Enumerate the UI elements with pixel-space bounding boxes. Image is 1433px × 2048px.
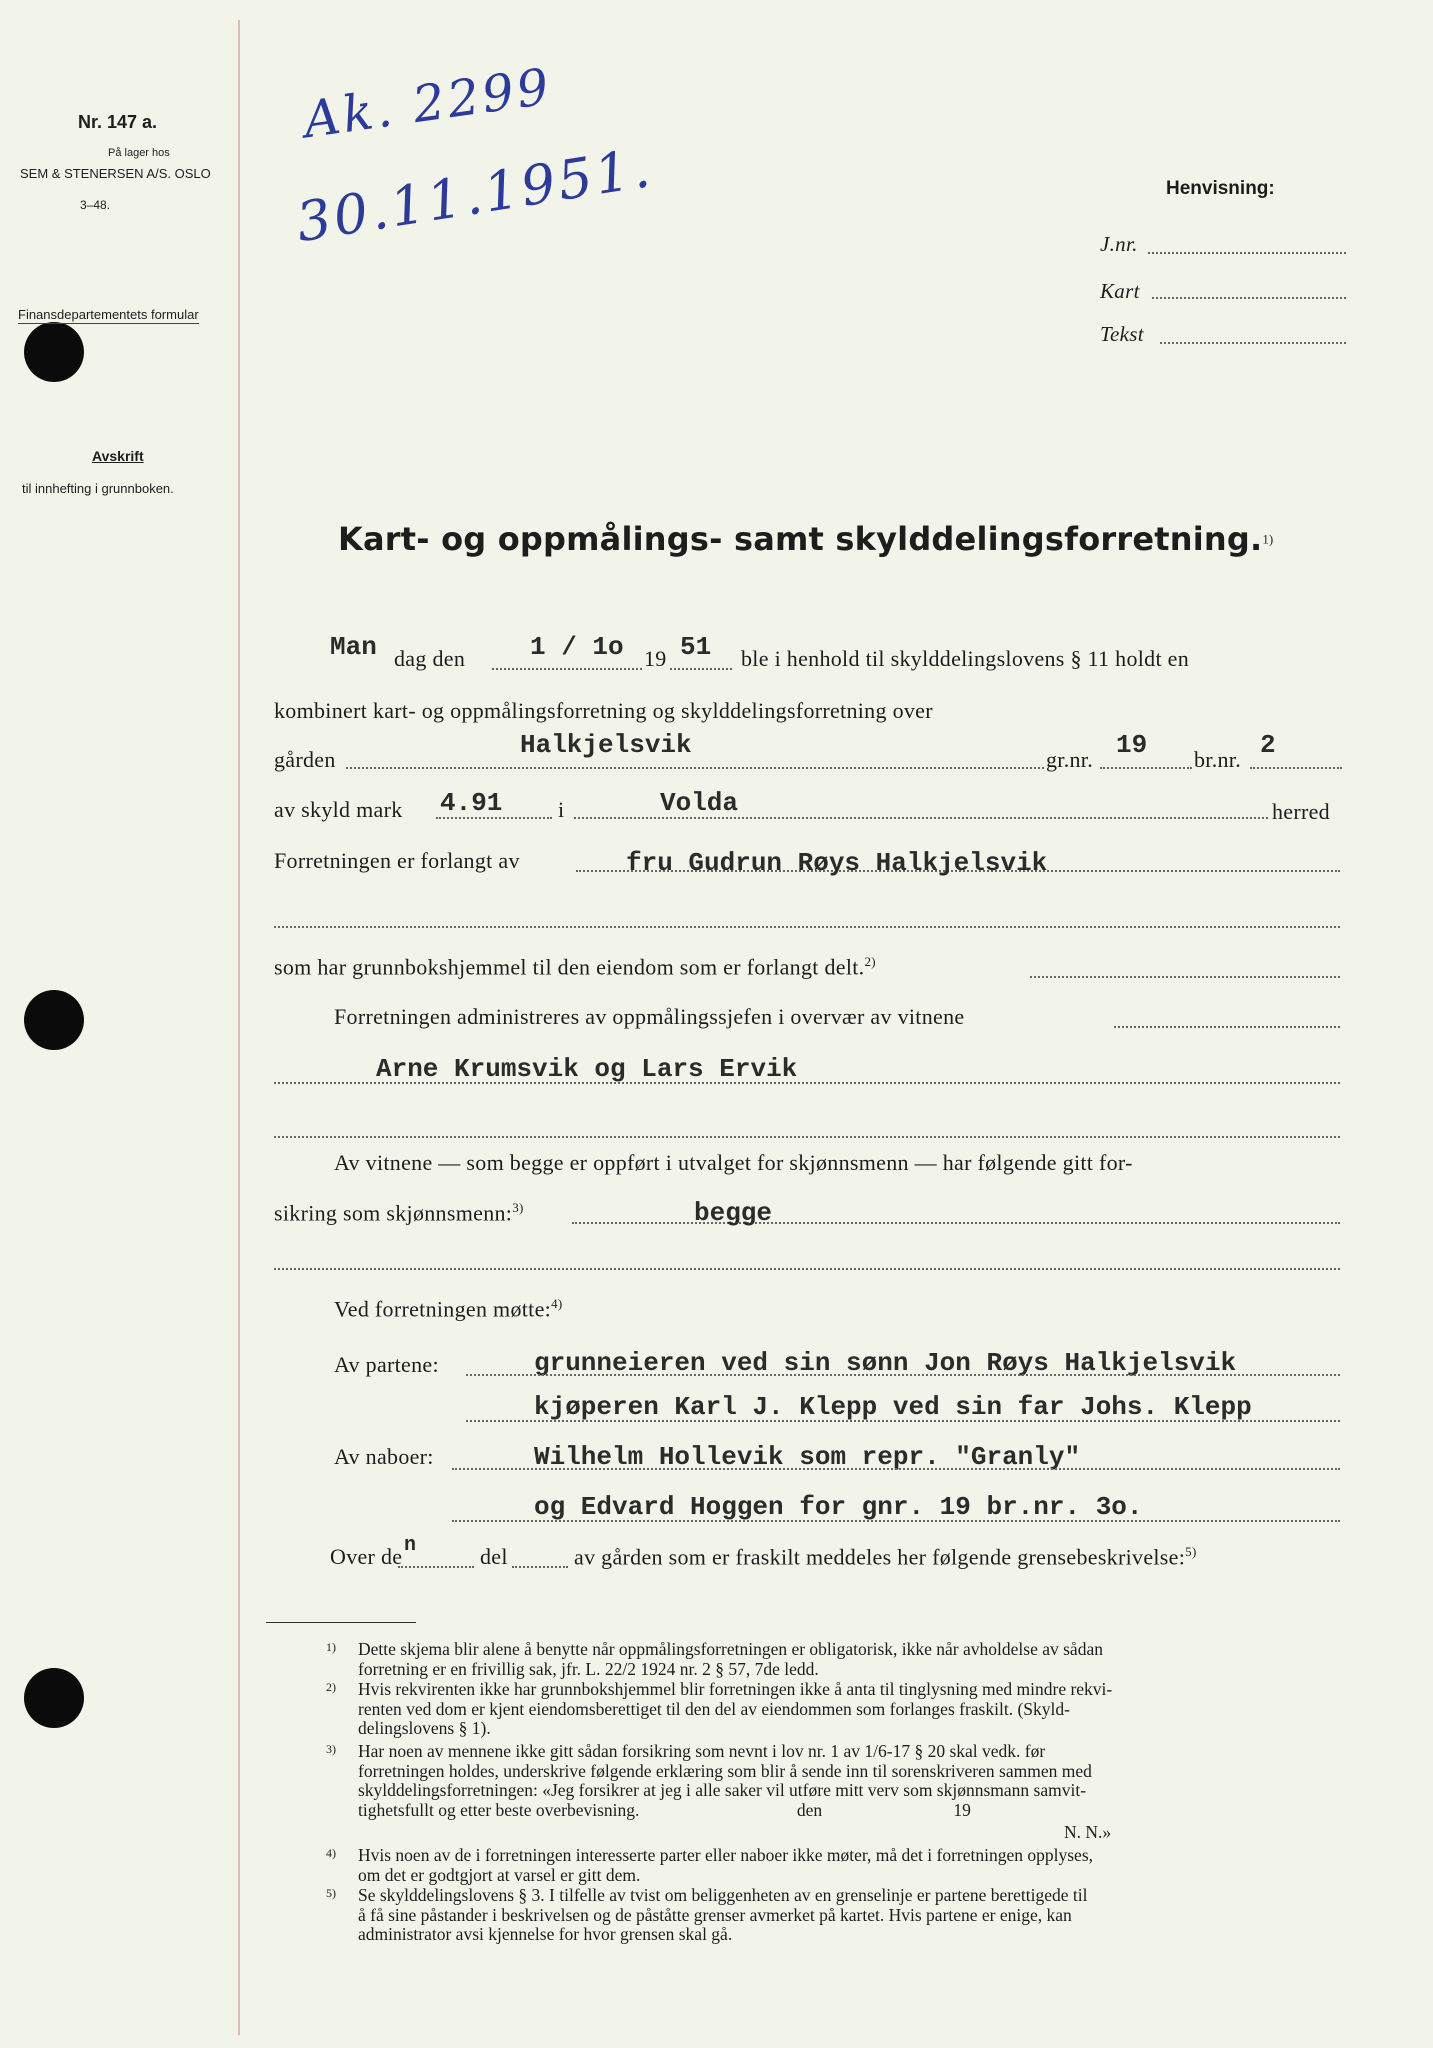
vitner-line bbox=[274, 1082, 1340, 1084]
hjemmel-dots bbox=[1030, 976, 1340, 978]
year-line bbox=[670, 668, 732, 670]
title-note: 1) bbox=[1262, 531, 1274, 547]
motte-line bbox=[334, 1296, 563, 1322]
punch-hole bbox=[24, 990, 84, 1050]
footnote-4 bbox=[326, 1846, 1093, 1885]
year-prefix: 19 bbox=[644, 646, 667, 671]
partene-line-1 bbox=[466, 1374, 1340, 1376]
kart-label: Kart bbox=[1100, 279, 1140, 303]
date-value: 1 / 1o bbox=[530, 632, 624, 662]
partene-line2: kjøperen Karl J. Klepp ved sin far Johs. Klepp bbox=[534, 1392, 1252, 1422]
vitne-line2-wrap bbox=[274, 1200, 524, 1226]
partene-line1: grunneieren ved sin sønn Jon Røys Halkjelsvik bbox=[534, 1348, 1237, 1378]
weekday-value: Man bbox=[330, 632, 377, 662]
over-n: n bbox=[404, 1534, 417, 1557]
naboer-label: Av naboer: bbox=[334, 1444, 434, 1469]
ministry-form: Finansdepartementets formular bbox=[18, 307, 199, 322]
footnote-line: å få sine påstander i beskrivelsen og de påståtte grenser avmerket på kartet. Hvis partene er enige, kan bbox=[358, 1904, 1072, 1925]
document-title bbox=[338, 520, 1273, 558]
forlangt-value: fru Gudrun Røys Halkjelsvik bbox=[626, 848, 1048, 878]
form-number: Nr. 147 a. bbox=[78, 112, 158, 132]
footnote-line: Se skylddelingslovens § 3. I tilfelle av tvist om beliggenheten av en grenselinje er partene berettigede til bbox=[358, 1885, 1088, 1905]
skyld-label: av skyld mark bbox=[274, 797, 403, 822]
tekst-field[interactable] bbox=[1160, 342, 1346, 344]
hjemmel-line bbox=[274, 954, 876, 980]
footnote-line: om det er godtgjort at varsel er gitt dem. bbox=[358, 1864, 641, 1885]
over-rest: av gården som er fraskilt meddeles her følgende grensebeskrivelse: bbox=[574, 1544, 1186, 1570]
vitner-value: Arne Krumsvik og Lars Ervik bbox=[376, 1054, 798, 1084]
partene-line-2 bbox=[466, 1420, 1340, 1422]
blank-line-2 bbox=[274, 1136, 1340, 1138]
footnote-line: skylddelingsforretningen: «Jeg forsikrer at jeg i alle saker vil utføre mitt verv som skjønnsmann samvit- bbox=[358, 1780, 1087, 1800]
handwritten-reference: Ak. 2299 bbox=[300, 57, 556, 150]
forsikring-line bbox=[572, 1222, 1340, 1224]
form-date: 3–48. bbox=[80, 198, 111, 212]
garden-line bbox=[346, 767, 1044, 769]
naboer-line2: og Edvard Hoggen for gnr. 19 br.nr. 3o. bbox=[534, 1492, 1143, 1522]
punch-hole bbox=[24, 1668, 84, 1728]
line1-rest: ble i henhold til skylddelingslovens § 11 holdt en bbox=[741, 646, 1190, 671]
publisher-line2: SEM & STENERSEN A/S. OSLO bbox=[20, 166, 211, 181]
footnote-number: 2) bbox=[326, 1680, 336, 1694]
footnote-number: 5) bbox=[326, 1886, 336, 1900]
dag-den-label: dag den bbox=[394, 646, 466, 671]
margin-line bbox=[238, 20, 240, 2035]
reference-heading: Henvisning: bbox=[1166, 178, 1275, 199]
footnote-line: delingslovens § 1). bbox=[358, 1718, 491, 1738]
admin-text: Forretningen administreres av oppmålingssjefen i overvær av vitnene bbox=[334, 1004, 965, 1029]
footnote-signature: N. N.» bbox=[1064, 1822, 1112, 1842]
brnr-label: br.nr. bbox=[1194, 747, 1242, 772]
vitne-note: 3) bbox=[512, 1200, 524, 1215]
footnote-line: Har noen av mennene ikke gitt sådan forsikring som nevnt i lov nr. 1 av 1/6-17 § 20 skal vedk. før bbox=[358, 1741, 1046, 1761]
publisher-line1: På lager hos bbox=[108, 147, 170, 159]
handwritten-date: 30.11.1951. bbox=[292, 135, 657, 255]
footnote-separator bbox=[266, 1622, 416, 1623]
admin-dots bbox=[1114, 1026, 1340, 1028]
footnote-number: 4) bbox=[326, 1846, 336, 1860]
vitne-line1: Av vitnene — som begge er oppført i utvalget for skjønnsmenn — har følgende gitt for- bbox=[334, 1150, 1133, 1175]
footnote-1 bbox=[326, 1640, 1103, 1679]
garden-value: Halkjelsvik bbox=[520, 730, 692, 760]
footnote-line: administrator avsi kjennelse for hvor grensen skal gå. bbox=[358, 1924, 733, 1944]
motte-note: 4) bbox=[551, 1296, 563, 1311]
jnr-field[interactable] bbox=[1148, 252, 1346, 254]
naboer-line1: Wilhelm Hollevik som repr. "Granly" bbox=[534, 1442, 1081, 1472]
naboer-line-2 bbox=[452, 1520, 1340, 1522]
tekst-label: Tekst bbox=[1100, 322, 1144, 346]
footnote-2 bbox=[326, 1680, 1112, 1739]
footnote-line: Hvis noen av de i forretningen interesserte parter eller naboer ikke møter, må det i forretningen opplyses, bbox=[358, 1845, 1094, 1865]
over-line bbox=[398, 1566, 474, 1568]
footnote-line: Hvis rekvirenten ikke har grunnbokshjemmel blir forretningen ikke å anta til tinglysning med mindre rekvi- bbox=[358, 1679, 1113, 1699]
garden-label: gården bbox=[274, 747, 336, 772]
hjemmel-note: 2) bbox=[864, 954, 876, 969]
brnr-line bbox=[1250, 767, 1342, 769]
i-label: i bbox=[558, 797, 565, 822]
footnote-line: forretning er en frivillig sak, jfr. L. 22/2 1924 nr. 2 § 57, 7de ledd. bbox=[358, 1658, 819, 1679]
forlangt-label: Forretningen er forlangt av bbox=[274, 848, 520, 873]
over-rest-line bbox=[574, 1544, 1197, 1570]
forsikring-value: begge bbox=[694, 1198, 773, 1228]
line2-text: kombinert kart- og oppmålingsforretning og skylddelingsforretning over bbox=[274, 698, 933, 723]
kart-field[interactable] bbox=[1152, 297, 1346, 299]
naboer-line-1 bbox=[452, 1468, 1340, 1470]
over-label: Over de bbox=[330, 1544, 403, 1569]
del-label: del bbox=[480, 1544, 508, 1569]
footnote-3 bbox=[326, 1742, 1092, 1820]
motte-label: Ved forretningen møtte: bbox=[334, 1296, 552, 1322]
date-line bbox=[492, 668, 642, 670]
grnr-value: 19 bbox=[1116, 730, 1148, 760]
footnote-number: 3) bbox=[326, 1742, 336, 1756]
partene-label: Av partene: bbox=[334, 1352, 439, 1377]
blank-line-3 bbox=[274, 1268, 1340, 1270]
footnote-number: 1) bbox=[326, 1640, 336, 1654]
grnr-line bbox=[1100, 767, 1192, 769]
vitne-line2: sikring som skjønnsmenn: bbox=[274, 1200, 513, 1226]
footnote-5 bbox=[326, 1886, 1087, 1945]
grnr-label: gr.nr. bbox=[1046, 747, 1094, 772]
herred-label: herred bbox=[1272, 799, 1330, 824]
year-value: 51 bbox=[680, 632, 712, 662]
footnote-line: Dette skjema blir alene å benytte når oppmålingsforretningen er obligatorisk, ikke når avholdelse av sådan bbox=[358, 1639, 1103, 1659]
footnote-line: renten ved dom er kjent eiendomsberettiget til den del av eiendommen som forlanges fraskilt. (Skyld- bbox=[358, 1698, 1070, 1719]
copy-label: Avskrift bbox=[92, 448, 144, 464]
blank-line bbox=[274, 926, 1340, 928]
footnote-line: tighetsfullt og etter beste overbevisning. den 19 bbox=[358, 1799, 971, 1820]
over-note: 5) bbox=[1185, 1544, 1197, 1559]
skyld-value: 4.91 bbox=[440, 788, 503, 818]
footnote-line: forretningen holdes, underskrive følgende erklæring som blir å sende inn til sorenskriveren sammen med bbox=[358, 1760, 1092, 1781]
herred-value: Volda bbox=[660, 788, 739, 818]
hjemmel-text: som har grunnbokshjemmel til den eiendom som er forlangt delt. bbox=[274, 954, 865, 980]
copy-purpose: til innhefting i grunnboken. bbox=[22, 481, 174, 496]
del-line bbox=[512, 1566, 568, 1568]
brnr-value: 2 bbox=[1260, 730, 1276, 760]
punch-hole bbox=[24, 322, 84, 382]
jnr-label: J.nr. bbox=[1100, 232, 1138, 256]
title-text: Kart- og oppmålings- samt skylddelingsforretning. bbox=[338, 520, 1263, 558]
